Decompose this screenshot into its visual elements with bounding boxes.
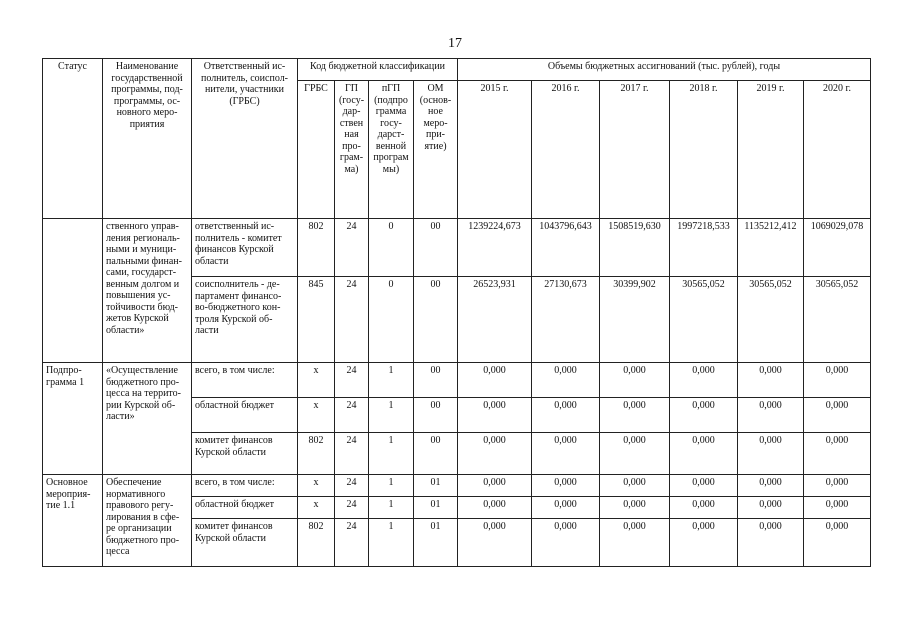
value-cell: 30399,902 [600, 277, 670, 363]
value-cell: 0,000 [458, 363, 532, 398]
pgp-cell: 1 [369, 363, 414, 398]
page-number: 17 [448, 36, 462, 51]
responsible-cell: областной бюджет [192, 497, 298, 519]
value-cell: 1043796,643 [532, 219, 600, 277]
value-cell: 0,000 [738, 398, 804, 433]
grbs-cell: 845 [298, 277, 335, 363]
value-cell: 0,000 [532, 433, 600, 475]
grbs-cell: 802 [298, 219, 335, 277]
pgp-cell: 1 [369, 475, 414, 497]
value-cell: 0,000 [804, 497, 871, 519]
table-row [43, 475, 871, 497]
responsible-cell: комитет финансов Курской области [192, 519, 298, 567]
grbs-cell: 802 [298, 519, 335, 567]
gp-cell: 24 [335, 277, 369, 363]
value-cell: 0,000 [458, 519, 532, 567]
responsible-cell: ответственный ис- полнитель - комитет финансов Курской области [192, 219, 298, 277]
om-cell: 01 [414, 497, 458, 519]
value-cell: 0,000 [600, 398, 670, 433]
value-cell: 0,000 [600, 433, 670, 475]
budget-allocation-table [42, 58, 871, 567]
col-header-code-group: Код бюджетной классификации [298, 59, 458, 81]
col-header-responsible: Ответственный ис- полнитель, соиспол- нители, участники (ГРБС) [192, 59, 298, 219]
value-cell: 0,000 [532, 519, 600, 567]
value-cell: 0,000 [532, 398, 600, 433]
col-header-gp: ГП (госу- дар- ствен ная про- грам- ма) [335, 81, 369, 219]
col-header-year: 2016 г. [532, 81, 600, 219]
value-cell: 30565,052 [670, 277, 738, 363]
responsible-cell: соисполнитель - де- партамент финансо- во-бюджетного кон- троля Курской об- ласти [192, 277, 298, 363]
value-cell: 0,000 [738, 433, 804, 475]
col-header-status: Статус [43, 59, 103, 219]
value-cell: 0,000 [532, 497, 600, 519]
pgp-cell: 1 [369, 433, 414, 475]
col-header-grbs: ГРБС [298, 81, 335, 219]
value-cell: 0,000 [600, 497, 670, 519]
value-cell: 0,000 [458, 433, 532, 475]
value-cell: 0,000 [804, 433, 871, 475]
status-cell [43, 219, 103, 363]
program-name-cell: ственного управ- ления региональ- ными и муници- пальными финан- сами, государст- венным долгом и повышения ус- тойчивости бюд- жетов Курской области» [103, 219, 192, 363]
gp-cell: 24 [335, 519, 369, 567]
grbs-cell: 802 [298, 433, 335, 475]
value-cell: 0,000 [670, 398, 738, 433]
value-cell: 0,000 [600, 519, 670, 567]
responsible-cell: всего, в том числе: [192, 363, 298, 398]
pgp-cell: 1 [369, 398, 414, 433]
value-cell: 0,000 [532, 475, 600, 497]
program-name-cell: «Осуществление бюджетного про- цесса на террито- рии Курской об- ласти» [103, 363, 192, 475]
value-cell: 0,000 [458, 475, 532, 497]
value-cell: 0,000 [600, 475, 670, 497]
value-cell: 0,000 [670, 519, 738, 567]
value-cell: 0,000 [738, 497, 804, 519]
col-header-pgp: пГП (подпро грамма госу- дарст- венной програм мы) [369, 81, 414, 219]
gp-cell: 24 [335, 433, 369, 475]
col-header-name: Наименование государственной программы, под- программы, ос- новного меро- приятия [103, 59, 192, 219]
col-header-year: 2020 г. [804, 81, 871, 219]
value-cell: 0,000 [600, 363, 670, 398]
value-cell: 1135212,412 [738, 219, 804, 277]
om-cell: 00 [414, 363, 458, 398]
table-row [43, 219, 871, 277]
value-cell: 0,000 [738, 363, 804, 398]
value-cell: 0,000 [804, 519, 871, 567]
status-cell: Подпро- грамма 1 [43, 363, 103, 475]
value-cell: 1069029,078 [804, 219, 871, 277]
col-header-om: ОМ (основ- ное меро- при- ятие) [414, 81, 458, 219]
value-cell: 0,000 [670, 433, 738, 475]
om-cell: 01 [414, 519, 458, 567]
om-cell: 00 [414, 219, 458, 277]
om-cell: 00 [414, 398, 458, 433]
col-header-year: 2017 г. [600, 81, 670, 219]
value-cell: 0,000 [670, 497, 738, 519]
pgp-cell: 0 [369, 277, 414, 363]
value-cell: 26523,931 [458, 277, 532, 363]
grbs-cell: х [298, 475, 335, 497]
gp-cell: 24 [335, 475, 369, 497]
gp-cell: 24 [335, 398, 369, 433]
pgp-cell: 0 [369, 219, 414, 277]
status-cell: Основное мероприя- тие 1.1 [43, 475, 103, 567]
program-name-cell: Обеспечение нормативного правового регу- лирования в сфе- ре организации бюджетного про- цесса [103, 475, 192, 567]
value-cell: 0,000 [804, 398, 871, 433]
value-cell: 0,000 [738, 475, 804, 497]
value-cell: 1239224,673 [458, 219, 532, 277]
pgp-cell: 1 [369, 519, 414, 567]
value-cell: 0,000 [738, 519, 804, 567]
col-header-year: 2018 г. [670, 81, 738, 219]
pgp-cell: 1 [369, 497, 414, 519]
om-cell: 01 [414, 475, 458, 497]
value-cell: 1508519,630 [600, 219, 670, 277]
value-cell: 27130,673 [532, 277, 600, 363]
value-cell: 30565,052 [804, 277, 871, 363]
grbs-cell: х [298, 363, 335, 398]
gp-cell: 24 [335, 497, 369, 519]
value-cell: 0,000 [458, 398, 532, 433]
grbs-cell: х [298, 497, 335, 519]
col-header-year: 2019 г. [738, 81, 804, 219]
responsible-cell: всего, в том числе: [192, 475, 298, 497]
value-cell: 1997218,533 [670, 219, 738, 277]
responsible-cell: комитет финансов Курской области [192, 433, 298, 475]
responsible-cell: областной бюджет [192, 398, 298, 433]
header-row-1 [43, 59, 871, 81]
value-cell: 0,000 [670, 475, 738, 497]
value-cell: 0,000 [458, 497, 532, 519]
gp-cell: 24 [335, 363, 369, 398]
om-cell: 00 [414, 277, 458, 363]
value-cell: 0,000 [804, 475, 871, 497]
value-cell: 0,000 [804, 363, 871, 398]
table-row [43, 363, 871, 398]
value-cell: 30565,052 [738, 277, 804, 363]
col-header-volume-group: Объемы бюджетных ассигнований (тыс. рублей), годы [458, 59, 871, 81]
grbs-cell: х [298, 398, 335, 433]
om-cell: 00 [414, 433, 458, 475]
value-cell: 0,000 [532, 363, 600, 398]
value-cell: 0,000 [670, 363, 738, 398]
gp-cell: 24 [335, 219, 369, 277]
col-header-year: 2015 г. [458, 81, 532, 219]
